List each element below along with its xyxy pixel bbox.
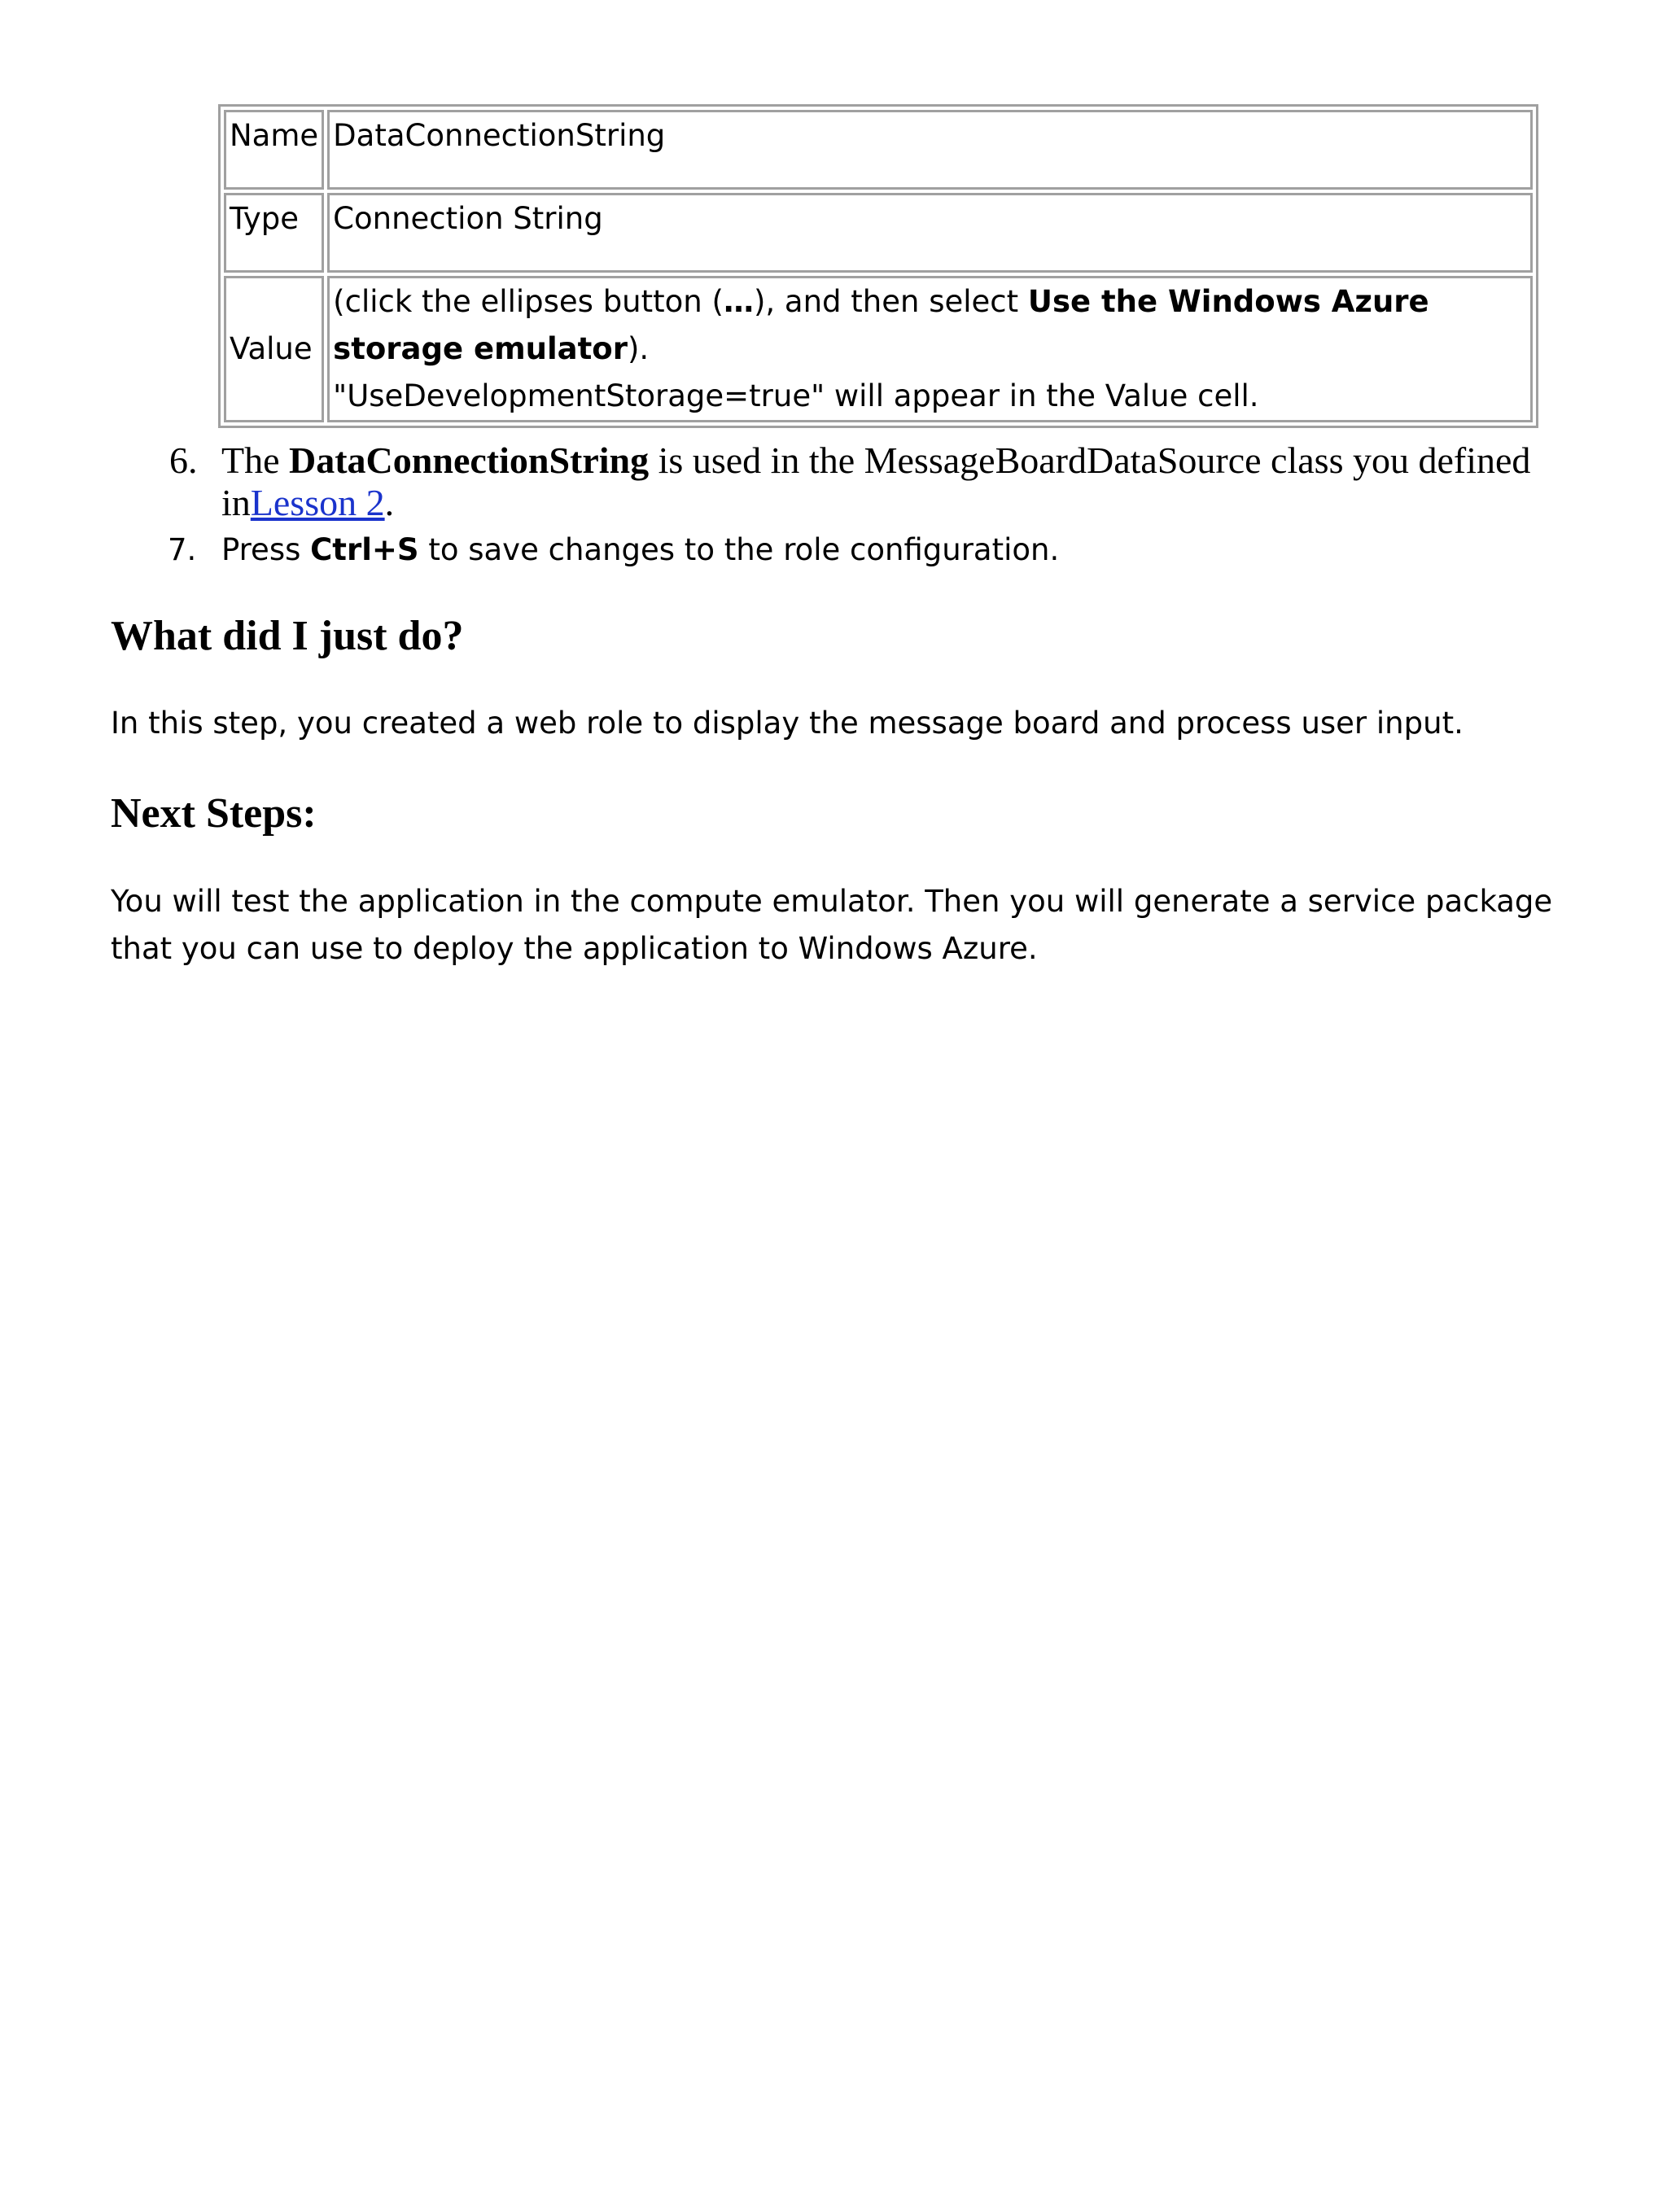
step-number: 7. [168,532,197,567]
table-row [224,110,1533,190]
step-text: . [384,482,395,523]
what-did-i-just-do-heading: What did I just do? [111,613,464,659]
setting-properties-table [218,104,1538,428]
name-value-cell: DataConnectionString [327,110,1533,190]
value-label-cell: Value [224,276,324,422]
lesson-2-link[interactable]: Lesson 2 [250,482,385,523]
step-text: The [221,439,290,481]
ctrl-s-shortcut: Ctrl+S [310,532,419,567]
type-value-cell: Connection String [327,193,1533,273]
step-6 [160,439,1543,524]
step-text: to save changes to the role configuration. [418,532,1060,567]
value-text-part: ), and then select [753,284,1028,319]
name-label-cell: Name [224,110,324,190]
ellipsis-glyph: … [723,284,754,319]
value-value-cell [327,276,1533,422]
table-row [224,193,1533,273]
summary-paragraph: In this step, you created a web role to display the message board and process user input. [111,706,1464,741]
numbered-steps [160,439,1543,573]
step-text: is used in the MessageBoardDataSource class you defined in [221,439,1531,523]
value-text-part: ). [627,331,650,366]
step-7 [160,527,1543,573]
table-row [224,276,1533,422]
next-steps-heading: Next Steps: [111,790,317,837]
step-text: Press [221,532,311,567]
value-text-part: (click the ellipses button ( [333,284,724,319]
storage-emulator-option: Use the Windows Azure storage emulator [333,284,1429,366]
type-label-cell: Type [224,193,324,273]
step-number: 6. [169,439,198,481]
data-connection-string-term: DataConnectionString [289,439,650,481]
next-steps-paragraph: You will test the application in the compute emulator. Then you will generate a service package that you can use to deploy the application to Windows Azure. [111,884,1553,966]
value-result-line: "UseDevelopmentStorage=true" will appear in the Value cell. [333,378,1259,413]
value-instruction-line [333,278,1527,373]
